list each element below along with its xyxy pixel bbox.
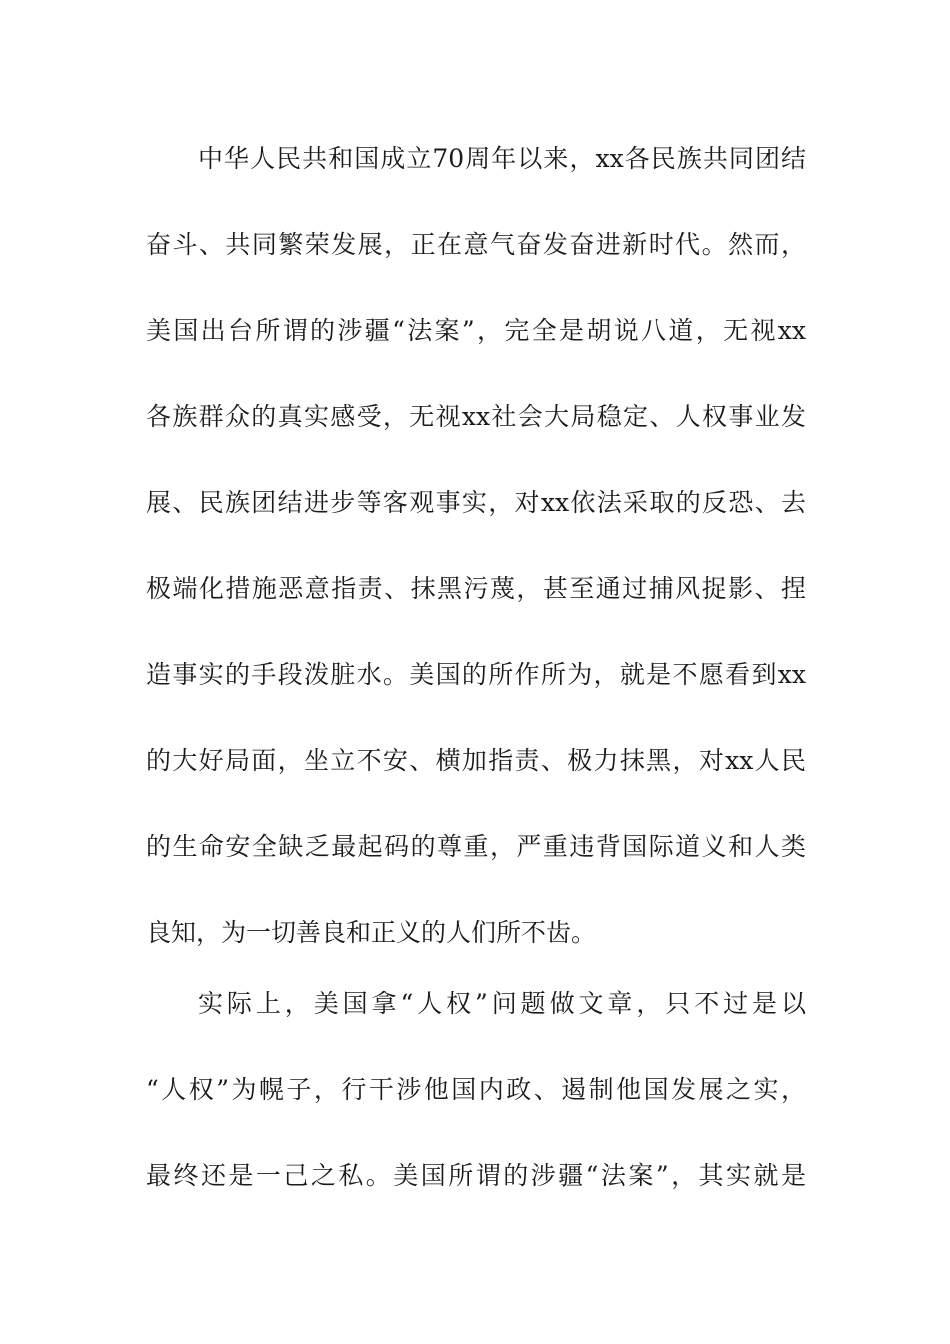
paragraph-1-line-6: 极端化措施恶意指责、抹黑污蔑，甚至通过捕风捉影、捏 [146, 574, 806, 603]
paragraph-1-line-8: 的大好局面，坐立不安、横加指责、极力抹黑，对xx人民 [146, 746, 806, 775]
paragraph-2-line-2: “人权”为幌子，行干涉他国内政、遏制他国发展之实， [146, 1075, 806, 1104]
paragraph-1-line-10: 良知，为一切善良和正义的人们所不齿。 [146, 918, 597, 947]
paragraph-1-line-3: 美国出台所谓的涉疆“法案”，完全是胡说八道，无视xx [146, 316, 806, 345]
paragraph-2-line-3: 最终还是一己之私。美国所谓的涉疆“法案”，其实就是 [146, 1161, 806, 1190]
paragraph-1-line-4: 各族群众的真实感受，无视xx社会大局稳定、人权事业发 [146, 402, 806, 431]
paragraph-1-line-1: 中华人民共和国成立70周年以来，xx各民族共同团结 [198, 144, 806, 173]
paragraph-1-line-9: 的生命安全缺乏最起码的尊重，严重违背国际道义和人类 [146, 832, 806, 861]
paragraph-2-line-1: 实际上，美国拿“人权”问题做文章，只不过是以 [198, 989, 806, 1018]
paragraph-1-line-5: 展、民族团结进步等客观事实，对xx依法采取的反恐、去 [146, 488, 806, 517]
paragraph-1-line-7: 造事实的手段泼脏水。美国的所作所为，就是不愿看到xx [146, 660, 806, 689]
paragraph-1-line-2: 奋斗、共同繁荣发展，正在意气奋发奋进新时代。然而， [146, 230, 806, 259]
